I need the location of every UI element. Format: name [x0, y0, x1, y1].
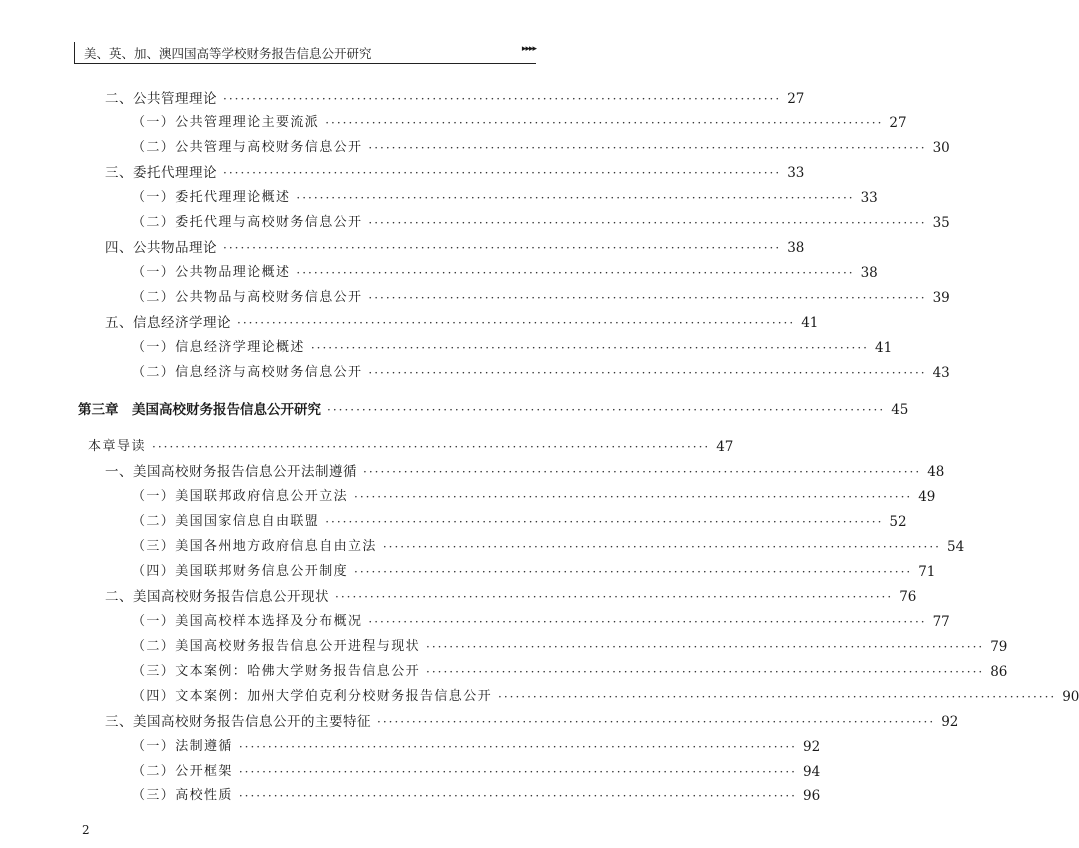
toc-page-number: 41 — [801, 315, 819, 331]
toc-entry — [0, 188, 878, 208]
toc-dot-leader: ································································································ — [335, 590, 894, 604]
toc-entry — [0, 313, 819, 333]
toc-dot-leader: ································································································ — [368, 366, 927, 380]
toc-page-number: 41 — [875, 340, 893, 356]
toc-entry-title: （二）委托代理与高校财务信息公开 — [132, 215, 363, 230]
toc-entry-title: （一）美国联邦政府信息公开立法 — [132, 489, 349, 504]
toc-page-number: 48 — [927, 464, 945, 480]
toc-entry — [0, 89, 805, 109]
toc-entry — [0, 437, 734, 457]
toc-entry-title: （二）美国高校财务报告信息公开进程与现状 — [132, 639, 421, 654]
toc-entry-title: （一）公共管理理论主要流派 — [132, 115, 320, 130]
toc-entry — [0, 687, 1079, 707]
toc-dot-leader: ································································································ — [223, 92, 782, 106]
toc-page-number: 38 — [787, 240, 805, 256]
toc-entry-title: 三、美国高校财务报告信息公开的主要特征 — [105, 714, 371, 730]
toc-entry — [0, 263, 878, 283]
toc-page-number: 30 — [932, 140, 950, 156]
toc-entry — [0, 138, 950, 158]
toc-dot-leader: ································································································ — [382, 540, 941, 554]
toc-entry-title: （四）美国联邦财务信息公开制度 — [132, 564, 349, 579]
toc-dot-leader: ································································································ — [426, 640, 985, 654]
toc-entry-title: （一）美国高校样本选择及分布概况 — [132, 614, 363, 629]
toc-page-number: 47 — [716, 439, 734, 455]
toc-dot-leader: ································································································ — [377, 715, 936, 729]
toc-page-number: 79 — [990, 639, 1008, 655]
toc-dot-leader: ································································································ — [354, 565, 913, 579]
toc-entry — [0, 238, 805, 258]
toc-dot-leader: ································································································ — [498, 690, 1057, 704]
toc-dot-leader: ································································································ — [296, 191, 855, 205]
toc-dot-leader: ································································································ — [368, 216, 927, 230]
toc-entry-title: （一）公共物品理论概述 — [132, 265, 291, 280]
toc-page-number: 33 — [787, 165, 805, 181]
toc-entry — [0, 363, 950, 383]
toc-dot-leader: ································································································ — [310, 341, 869, 355]
toc-entry-title: 一、美国高校财务报告信息公开法制遵循 — [105, 464, 357, 480]
toc-dot-leader: ································································································ — [354, 490, 913, 504]
toc-entry-title: （二）美国国家信息自由联盟 — [132, 514, 320, 529]
toc-entry — [0, 288, 950, 308]
toc-page-number: 92 — [941, 714, 959, 730]
toc-entry-title: （二）公共物品与高校财务信息公开 — [132, 290, 363, 305]
toc-entry — [0, 400, 909, 420]
toc-entry — [0, 462, 945, 482]
toc-dot-leader: ································································································ — [426, 665, 985, 679]
toc-dot-leader: ································································································ — [363, 465, 922, 479]
toc-entry — [0, 637, 1008, 657]
toc-page-number: 54 — [947, 539, 965, 555]
toc-page-number: 94 — [803, 764, 821, 780]
toc-entry — [0, 537, 965, 557]
toc-entry-title: （一）委托代理理论概述 — [132, 190, 291, 205]
toc-dot-leader: ································································································ — [325, 116, 884, 130]
toc-entry — [0, 612, 950, 632]
toc-page-number: 27 — [889, 115, 907, 131]
toc-dot-leader: ································································································ — [223, 241, 782, 255]
toc-entry-title: 五、信息经济学理论 — [105, 315, 231, 331]
page-number: 2 — [82, 823, 90, 837]
toc-dot-leader: ································································································ — [368, 615, 927, 629]
toc-entry — [0, 487, 936, 507]
toc-entry-title: 本章导读 — [88, 439, 147, 454]
toc-page-number: 86 — [990, 664, 1008, 680]
toc-page-number: 33 — [860, 190, 878, 206]
toc-entry-title: （三）文本案例：哈佛大学财务报告信息公开 — [132, 664, 421, 679]
toc-entry — [0, 338, 893, 358]
toc-entry — [0, 786, 821, 806]
toc-page-number: 96 — [803, 788, 821, 804]
toc-dot-leader: ································································································ — [237, 316, 796, 330]
toc-entry-title: （二）公共管理与高校财务信息公开 — [132, 140, 363, 155]
toc-entry — [0, 587, 917, 607]
toc-dot-leader: ································································································ — [238, 740, 797, 754]
toc-page-number: 49 — [918, 489, 936, 505]
running-header-title: 美、英、加、澳四国高等学校财务报告信息公开研究 — [84, 46, 372, 61]
toc-page-number: 71 — [918, 564, 936, 580]
toc-page-number: 27 — [787, 91, 805, 107]
toc-entry-title: （二）公开框架 — [132, 764, 233, 779]
toc-entry-title: （三）美国各州地方政府信息自由立法 — [132, 539, 377, 554]
toc-page-number: 92 — [803, 739, 821, 755]
toc-page-number: 45 — [891, 402, 909, 418]
toc-entry-title: 二、公共管理理论 — [105, 91, 217, 107]
toc-page-number: 52 — [889, 514, 907, 530]
header-arrow-ornament: ▸▸▸▸ — [521, 44, 536, 54]
toc-entry-title: （一）法制遵循 — [132, 739, 233, 754]
toc-entry-title: 二、美国高校财务报告信息公开现状 — [105, 589, 329, 605]
toc-dot-leader: ································································································ — [368, 141, 927, 155]
toc-page-number: 77 — [932, 614, 950, 630]
toc-entry — [0, 163, 805, 183]
toc-entry — [0, 562, 936, 582]
toc-page-number: 76 — [899, 589, 917, 605]
toc-entry — [0, 512, 907, 532]
toc-entry-title: 第三章 美国高校财务报告信息公开研究 — [78, 402, 321, 418]
toc-entry-title: （四）文本案例：加州大学伯克利分校财务报告信息公开 — [132, 689, 493, 704]
toc-dot-leader: ································································································ — [327, 403, 886, 417]
toc-dot-leader: ································································································ — [223, 166, 782, 180]
toc-page-number: 38 — [860, 265, 878, 281]
toc-entry-title: 四、公共物品理论 — [105, 240, 217, 256]
toc-entry — [0, 712, 959, 732]
toc-page-number: 90 — [1062, 689, 1079, 705]
toc-dot-leader: ································································································ — [152, 440, 711, 454]
toc-dot-leader: ································································································ — [368, 291, 927, 305]
toc-entry — [0, 662, 1008, 682]
toc-entry — [0, 113, 907, 133]
toc-entry — [0, 762, 821, 782]
toc-entry-title: （一）信息经济学理论概述 — [132, 340, 305, 355]
toc-entry-title: 三、委托代理理论 — [105, 165, 217, 181]
toc-dot-leader: ································································································ — [238, 789, 797, 803]
toc-entry-title: （二）信息经济与高校财务信息公开 — [132, 365, 363, 380]
toc-page-number: 43 — [932, 365, 950, 381]
toc-entry — [0, 213, 950, 233]
toc-entry — [0, 737, 821, 757]
toc-entry-title: （三）高校性质 — [132, 788, 233, 803]
toc-page-number: 35 — [932, 215, 950, 231]
toc-dot-leader: ································································································ — [238, 765, 797, 779]
toc-dot-leader: ································································································ — [296, 266, 855, 280]
toc-page-number: 39 — [932, 290, 950, 306]
toc-dot-leader: ································································································ — [325, 515, 884, 529]
